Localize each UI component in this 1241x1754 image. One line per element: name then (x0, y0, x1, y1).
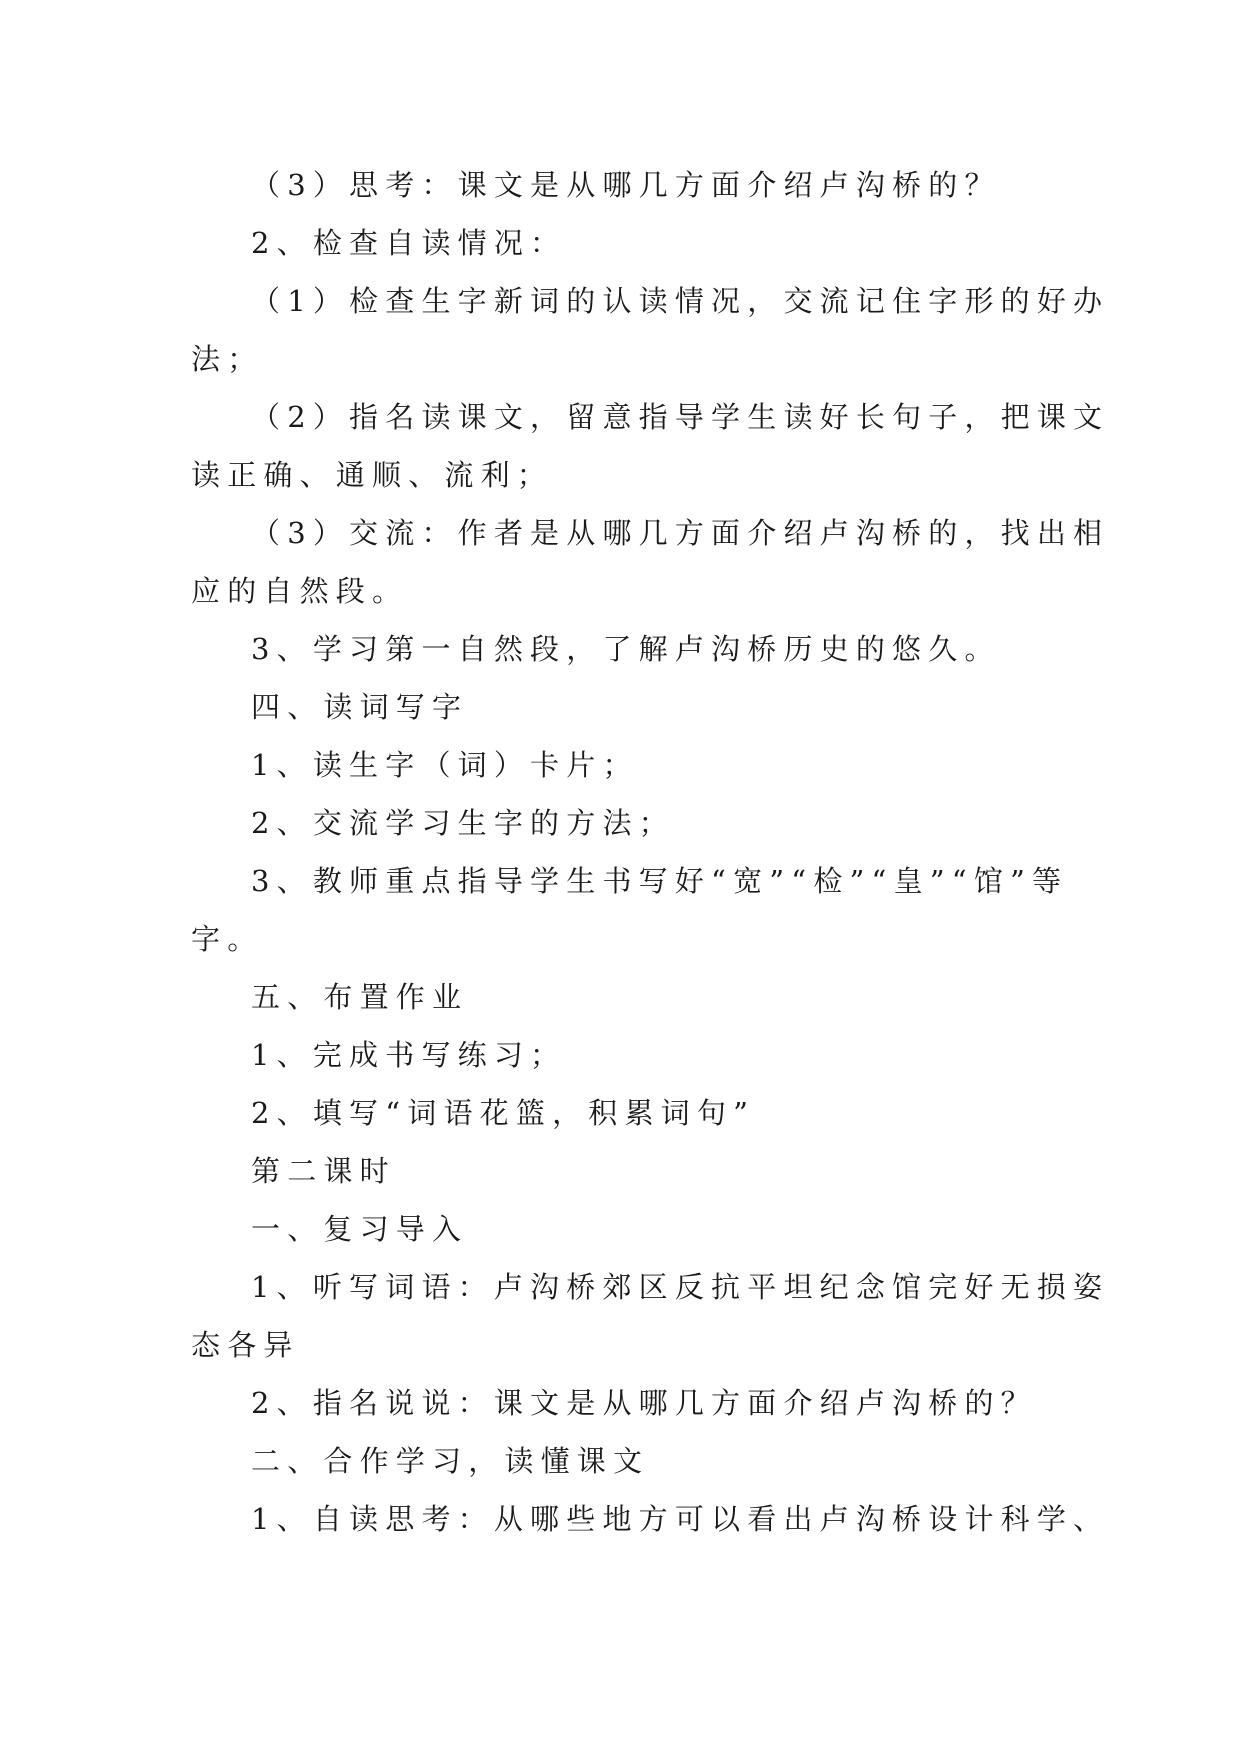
paragraph-continuation-line: 字。 (191, 922, 264, 956)
paragraph-line: 1、听写词语：卢沟桥郊区反抗平坦纪念馆完好无损姿 (251, 1270, 1110, 1304)
paragraph-line: 3、学习第一自然段，了解卢沟桥历史的悠久。 (251, 632, 1001, 666)
paragraph-line: 2、交流学习生字的方法； (251, 806, 675, 840)
paragraph-line: 1、完成书写练习； (251, 1038, 567, 1072)
paragraph-line: 3、教师重点指导学生书写好“宽”“检”“皇”“馆”等 (251, 864, 1069, 898)
paragraph-line: 2、指名说说：课文是从哪几方面介绍卢沟桥的？ (251, 1386, 1037, 1420)
paragraph-line: 四、读词写字 (251, 690, 469, 724)
document-body (191, 156, 1110, 1548)
paragraph-line: （3）交流：作者是从哪几方面介绍卢沟桥的，找出相 (251, 516, 1110, 550)
paragraph-continuation-line: 读正确、通顺、流利； (191, 458, 554, 492)
paragraph-line: （2）指名读课文，留意指导学生读好长句子，把课文 (251, 400, 1110, 434)
paragraph-continuation-line: 法； (191, 342, 264, 376)
paragraph-line: （3）思考：课文是从哪几方面介绍卢沟桥的？ (251, 168, 1001, 202)
paragraph-continuation-line: 态各异 (191, 1328, 300, 1362)
paragraph-line: 2、检查自读情况： (251, 226, 567, 260)
paragraph-line: 一、复习导入 (251, 1212, 469, 1246)
paragraph-line: 1、自读思考：从哪些地方可以看出卢沟桥设计科学、 (251, 1502, 1110, 1536)
paragraph-continuation-line: 应的自然段。 (191, 574, 409, 608)
paragraph-line: 二、合作学习，读懂课文 (251, 1444, 650, 1478)
paragraph-line: 1、读生字（词）卡片； (251, 748, 639, 782)
paragraph-line: 五、布置作业 (251, 980, 469, 1014)
paragraph-line: （1）检查生字新词的认读情况，交流记住字形的好办 (251, 284, 1110, 318)
paragraph-line: 2、填写“词语花篮，积累词句” (251, 1096, 756, 1130)
paragraph-line: 第二课时 (251, 1154, 396, 1188)
